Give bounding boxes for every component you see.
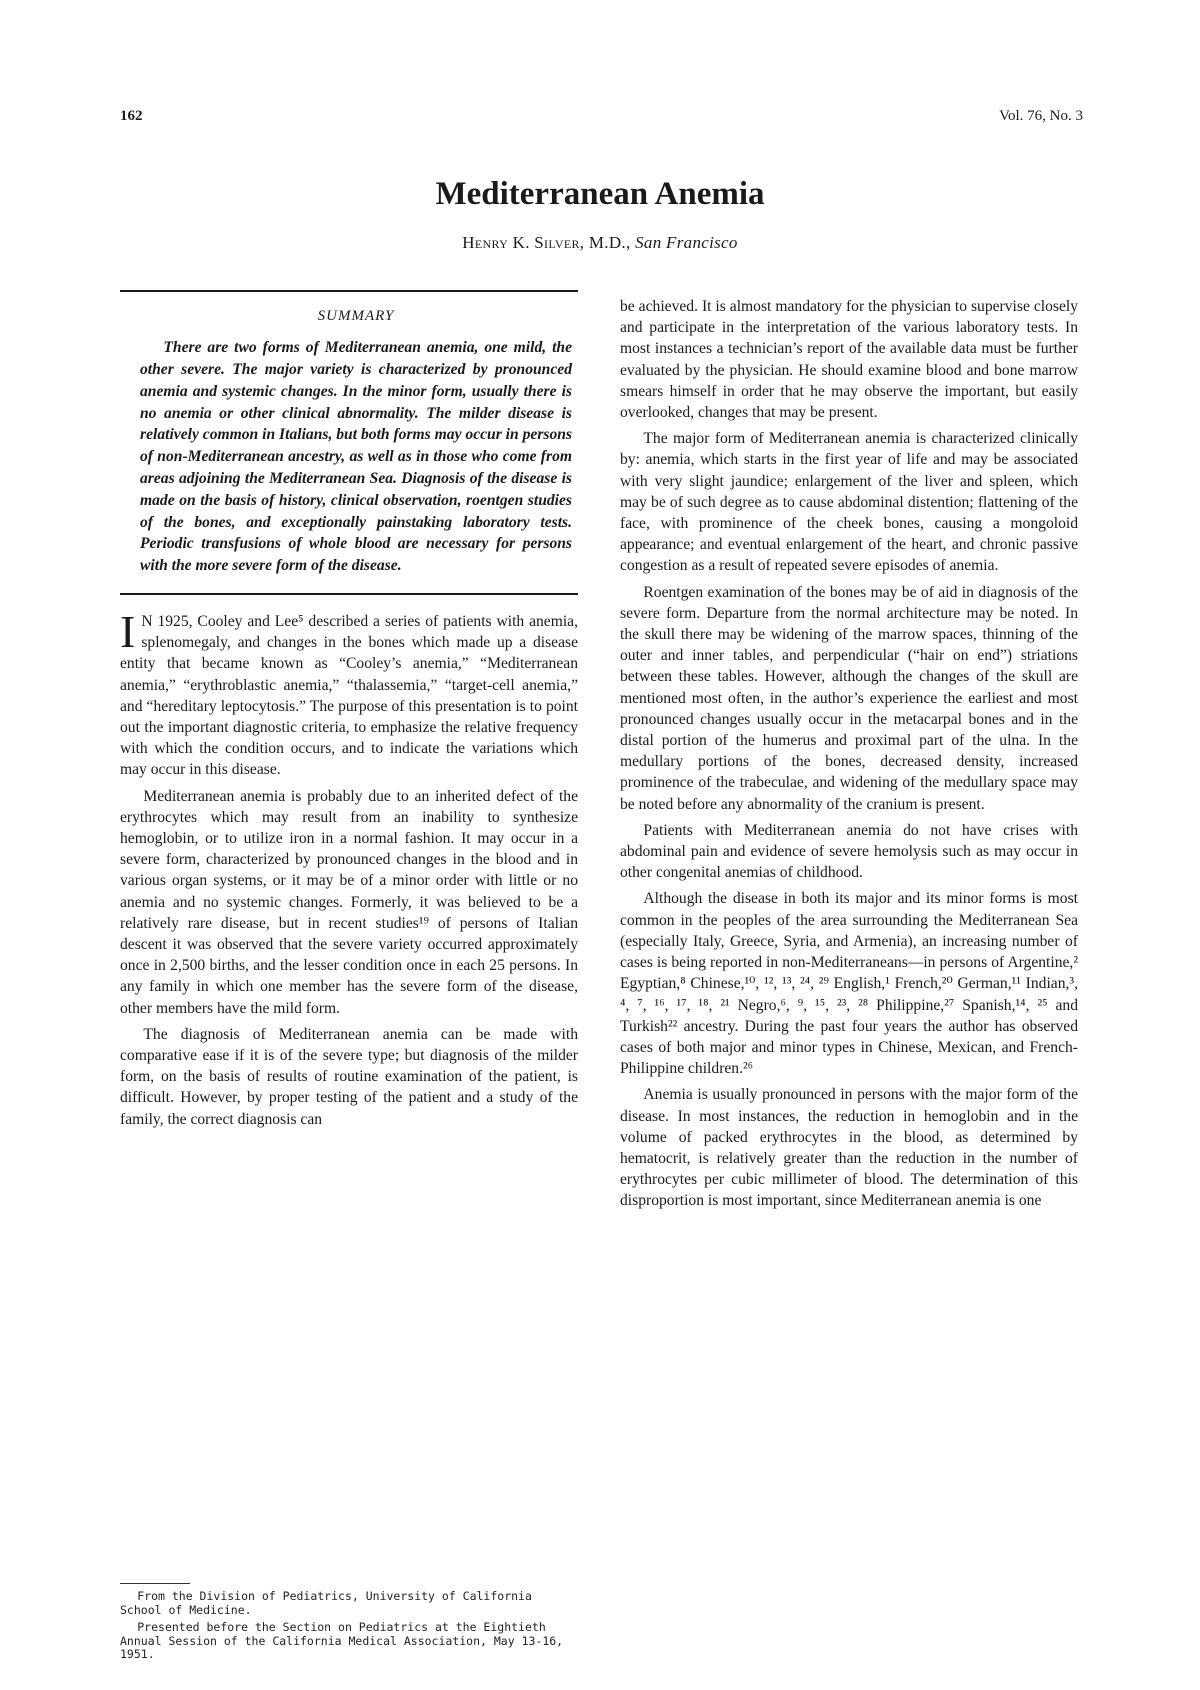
summary-box	[120, 290, 578, 595]
body-paragraph: Roentgen examination of the bones may be of aid in diagnosis of the severe form. Departure from the normal architecture may be noted. In the skull there may be widening of the marrow spaces, thinning of the outer and inner tables, and perpendicular (“hair on end”) striations between these tables. However, although the changes of the skull are mentioned most often, in the author’s experience the earliest and most pronounced changes usually occur in the metacarpal bones and in the distal portion of the humerus and proximal part of the ulna. In the medullary portions of the bones, decreased density, increased prominence of the trabeculae, and widening of the medullary space may be noted before any abnormality of the cranium is present.	[620, 583, 1078, 813]
journal-reference: Vol. 76, No. 3	[999, 108, 1083, 124]
byline	[0, 233, 1200, 253]
running-head	[120, 108, 1083, 132]
summary-heading: SUMMARY	[317, 308, 395, 324]
footnote-rule	[120, 1583, 190, 1584]
footnote: Presented before the Section on Pediatrics at the Eightieth Annual Session of the California Medical Association, May 13-16, 1951.	[120, 1620, 564, 1661]
summary-text: There are two forms of Mediterranean anemia, one mild, the other severe. The major variety is characterized by pronounced anemia and systemic changes. In the minor form, usually there is no anemia or other clinical abnormality. The milder disease is relatively common in Italians, but both forms may occur in persons of non-Mediterranean ancestry, as well as in those who come from areas adjoining the Mediterranean Sea. Diagnosis of the disease is made on the basis of history, clinical observation, roentgen studies of the bones, and exceptionally painstaking laboratory tests. Periodic transfusions of whole blood are necessary for persons with the more severe form of the disease.	[140, 339, 572, 575]
intro-paragraph-text: N 1925, Cooley and Lee⁵ described a series of patients with anemia, splenomegaly, and changes in the bones which made up a disease entity that became known as “Cooley’s anemia,” “Mediterranean anemia,” “erythroblastic anemia,” “thalassemia,” “target-cell anemia,” and “hereditary leptocytosis.” The purpose of this presentation is to point out the important diagnostic criteria, to emphasize the relative frequency with which the condition occurs, and to indicate the variations which may occur in this disease.	[120, 612, 578, 779]
body-paragraph: Patients with Mediterranean anemia do not have crises with abdominal pain and evidence of severe hemolysis such as may occur in other congenital anemias of childhood.	[620, 821, 1078, 882]
right-column	[620, 296, 1078, 1217]
body-paragraph: Although the disease in both its major and its minor forms is most common in the peoples of the area surrounding the Mediterranean Sea (especially Italy, Greece, Syria, and Armenia), an increasing number of cases is being reported in non-Mediterraneans—in persons of Argentine,² Egyptian,⁸ Chinese,¹⁰, ¹², ¹³, ²⁴, ²⁹ English,¹ French,²⁰ German,¹¹ Indian,³, ⁴, ⁷, ¹⁶, ¹⁷, ¹⁸, ²¹ Negro,⁶, ⁹, ¹⁵, ²³, ²⁸ Philippine,²⁷ Spanish,¹⁴, ²⁵ and Turkish²² ancestry. During the past four years the author has observed cases of both major and minor types in Chinese, Mexican, and French-Philippine children.²⁶	[620, 890, 1078, 1078]
footnote: From the Division of Pediatrics, University of California School of Medicine.	[120, 1589, 532, 1617]
body-paragraph: be achieved. It is almost mandatory for the physician to supervise closely and participate in the interpretation of the various laboratory tests. In most instances a technician’s report of the available data must be further evaluated by the physician. He should examine blood and bone marrow smears himself in order that he may observe the important, but easily overlooked, changes that may be present.	[620, 298, 1078, 422]
article-title: Mediterranean Anemia	[435, 176, 765, 212]
left-column	[120, 290, 578, 1135]
drop-cap: I	[120, 605, 136, 657]
body-paragraph: Anemia is usually pronounced in persons with the major form of the disease. In most instances, the reduction in hemoglobin and in the volume of packed erythrocytes in the blood, as determined by hematocrit, is relatively greater than the reduction in the number of erythrocytes per cubic millimeter of blood. The determination of this disproportion is most important, since Mediterranean anemia is one	[620, 1086, 1078, 1210]
page-number: 162	[120, 108, 143, 124]
footnotes	[120, 1583, 578, 1666]
intro-paragraph	[120, 605, 578, 781]
author-location: San Francisco	[635, 233, 738, 252]
body-paragraph: The diagnosis of Mediterranean anemia can be made with comparative ease if it is of the severe type; but diagnosis of the milder form, on the basis of results of routine examination of the patient, is difficult. However, by proper testing of the patient and a study of the family, the correct diagnosis can	[120, 1025, 578, 1128]
body-paragraph: The major form of Mediterranean anemia is characterized clinically by: anemia, which starts in the first year of life and may be associated with very slight jaundice; enlargement of the liver and spleen, which may be of such degree as to cause abdominal distention; flattening of the face, with prominence of the cheek bones, causing a mongoloid appearance; and eventual enlargement of the heart, and chronic passive congestion as a result of repeated severe episodes of anemia.	[620, 430, 1078, 575]
author-name: Henry K. Silver, M.D.,	[462, 233, 631, 252]
body-paragraph: Mediterranean anemia is probably due to an inherited defect of the erythrocytes which may result from an inability to synthesize hemoglobin, or to utilize iron in a normal fashion. It may occur in a severe form, characterized by pronounced changes in the blood and in various organ systems, or it may be of a minor order with little or no anemia and no systemic changes. Formerly, it was believed to be a relatively rare disease, but in recent studies¹⁹ of persons of Italian descent it was observed that the severe variety occurred approximately once in 2,500 births, and the lesser condition once in each 25 persons. In any family in which one member has the severe form of the disease, other members have the mild form.	[120, 787, 578, 1017]
